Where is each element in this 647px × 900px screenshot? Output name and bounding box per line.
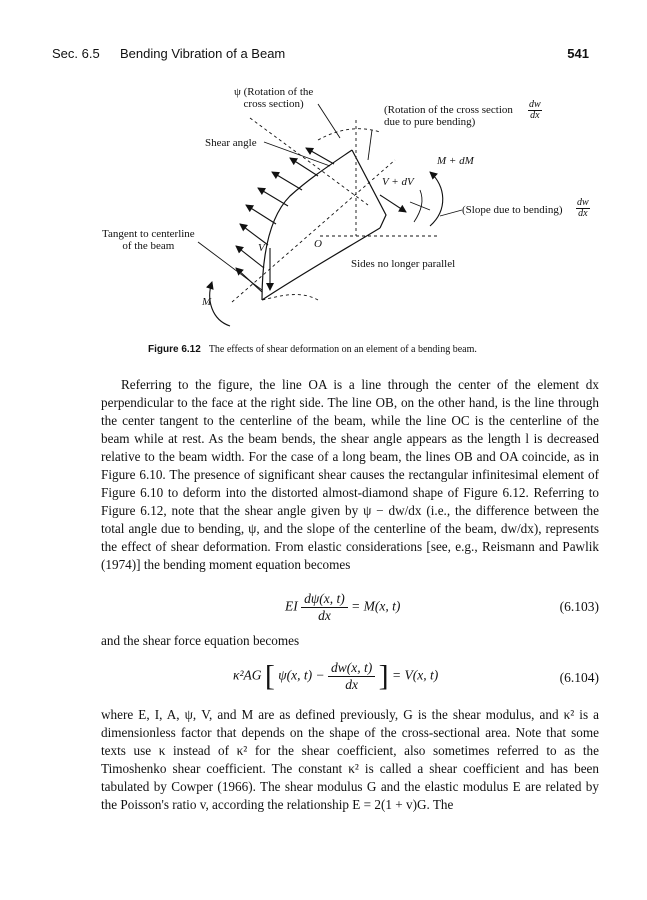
label-shear-angle: Shear angle (205, 137, 257, 149)
eq104-lhs: κ²AG (233, 667, 262, 683)
label-slope-frac: $\frac{dw}{dx}$ (577, 197, 589, 219)
label-tangent: Tangent to centerline of the beam (102, 228, 195, 252)
eq103-lhs: EI (285, 598, 298, 614)
eq103-fraction: $\frac{d\psi(x, t)}{dx}$ (301, 591, 348, 624)
eq104-rhs: = V(x, t) (392, 667, 439, 683)
figure-caption (148, 344, 477, 355)
header-title: Bending Vibration of a Beam (120, 46, 286, 61)
label-v-plus-dv: V + dV (382, 176, 414, 188)
beam-element-diagram (0, 0, 647, 340)
figure-6-12 (0, 0, 647, 340)
eq104-term1: ψ(x, t) − (278, 667, 325, 683)
equation-6-104 (101, 660, 599, 700)
paragraph-2: and the shear force equation becomes (101, 633, 300, 648)
label-rotation-pure-frac: $\frac{dw}{dx}$ (529, 99, 541, 121)
right-face (352, 150, 386, 228)
label-m-plus-dm: M + dM (437, 155, 474, 167)
eq104-fraction: $\frac{dw(x, t)}{dx}$ (328, 660, 375, 693)
eq104-bracket-left: [ (264, 659, 275, 693)
paragraph-1: Referring to the figure, the line OA is a line through the center of the element dx perpendicular to the face at the right side. The line OB, on the other hand, is the line through the center tangent to the centerline of the beam, while the line OC is the centerline of the beam while at rest. As the beam bends, the shear angle appears as the length l is decreased relative to the beam width. For the case of a long beam, the lines OB and OA coincide, as in Figure 6.10. The presence of significant shear causes the rectangular infinitesimal element of Figure 6.10 to deform into the distorted almost-diamond shape of Figure 6.12. Referring to Figure 6.12, note that the shear angle given by ψ − dw/dx (i.e., the difference between the total angle due to bending, ψ, and the slope of the centerline of the beam, dw/dx), represents the effect of shear deformation. From elastic considerations [see, e.g., Reismann and Pawlik (1974)] the bending moment equation becomes (101, 377, 599, 572)
label-slope: (Slope due to bending) (462, 204, 563, 216)
label-m: M (202, 296, 212, 308)
caption-number: Figure 6.12 (148, 344, 201, 355)
eq103-number: (6.103) (559, 599, 599, 614)
caption-text: The effects of shear deformation on an element of a bending beam. (208, 344, 477, 355)
eq103-rhs: = M(x, t) (351, 598, 401, 614)
eq104-number: (6.104) (559, 670, 599, 685)
slope-arc (414, 190, 422, 222)
shear-right-arrow (380, 195, 406, 212)
header-section: Sec. 6.5 (52, 46, 100, 61)
equation-6-103 (101, 591, 599, 631)
moment-left-arc (210, 282, 230, 326)
moment-right-arc (430, 172, 443, 226)
label-v: V (258, 242, 265, 254)
label-o: O (314, 238, 322, 250)
label-rotation-pure: (Rotation of the cross section due to pure bending) (384, 104, 513, 128)
page-number: 541 (567, 46, 589, 61)
eq104-bracket-right: ] (378, 659, 389, 693)
paragraph-3: where E, I, A, ψ, V, and M are as defined previously, G is the shear modulus, and κ² is a dimensionless factor that depends on the shape of the cross-sectional area. Note that some texts use κ instead of κ² for the shear coefficient, also sometimes referred to as the Timoshenko shear coefficient. The constant κ² is called a shear coefficient and has been tabulated by Cowper (1966). The shear modulus G and the elastic modulus E are related by the Poisson's ratio v, according the relationship E = 2(1 + v)G. The (101, 707, 599, 812)
left-curve (262, 150, 352, 300)
label-psi-rotation: ψ (Rotation of the cross section) (234, 86, 314, 110)
label-sides-not-parallel: Sides no longer parallel (351, 258, 456, 270)
